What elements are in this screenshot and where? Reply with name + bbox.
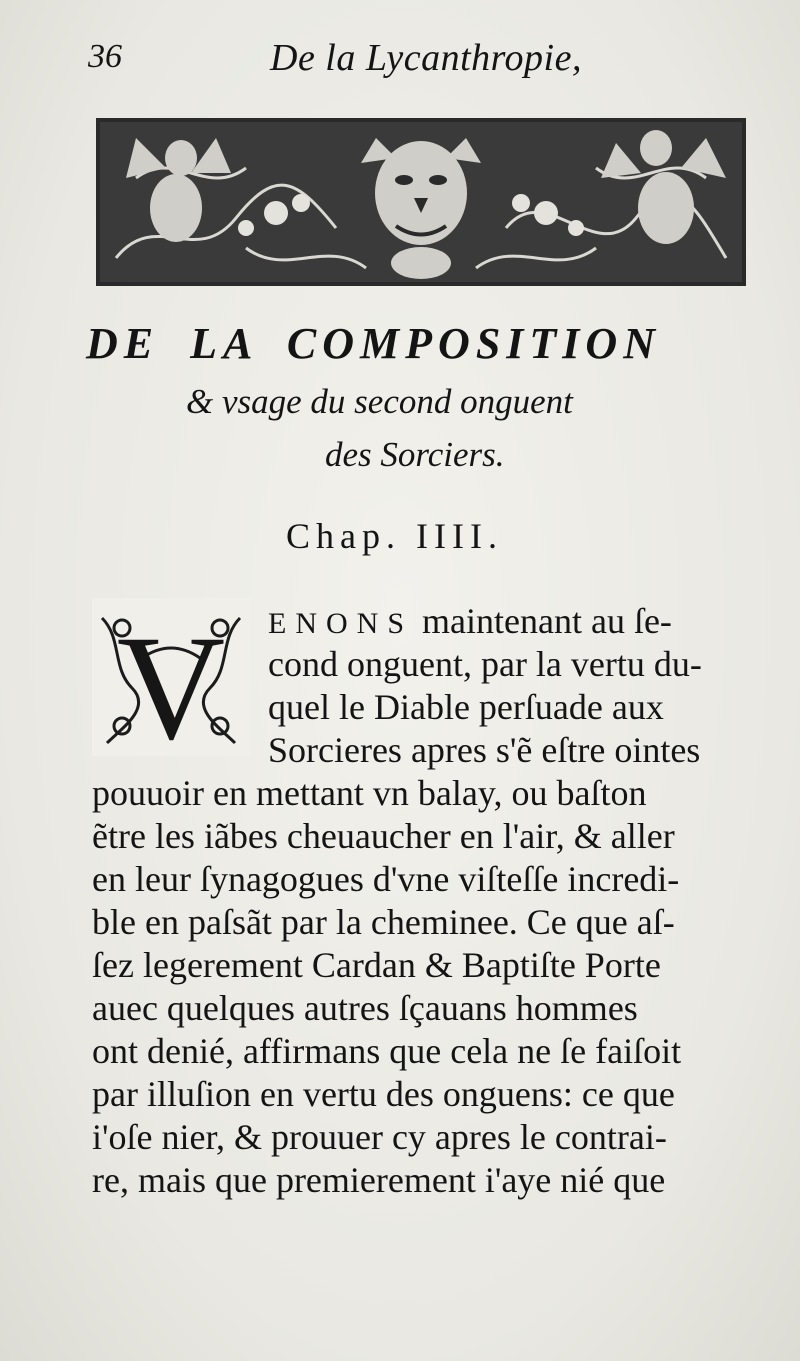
body-line-13: i'oſe nier, & prouuer cy apres le contrai- <box>92 1117 667 1157</box>
chapter-title-line-1: DE LA COMPOSITION <box>86 319 661 368</box>
chapter-title-line-2: & vsage du second onguent <box>186 382 573 421</box>
body-line-10: auec quelques autres ſçauans hommes <box>92 988 638 1028</box>
body-line-3: quel le Diable perſuade aux <box>268 687 664 727</box>
chapter-number: Chap. IIII. <box>286 516 503 556</box>
body-line-12: par illuſion en vertu des onguens: ce que <box>92 1074 675 1114</box>
running-head-title: De la Lycanthropie, <box>270 37 582 79</box>
body-text <box>92 600 764 1202</box>
body-line-1: ENONS maintenant au ſe- <box>268 601 672 641</box>
body-line-14: re, mais que premierement i'aye nié que <box>92 1160 666 1200</box>
body-line-6: ẽtre les iãbes cheuaucher en l'air, & aller <box>92 816 675 856</box>
body-line-5: pouuoir en mettant vn balay, ou baſton <box>92 773 647 813</box>
chapter-title-line-3: des Sorciers. <box>325 435 505 474</box>
body-line-8: ble en paſsãt par la cheminee. Ce que aſ- <box>92 902 675 942</box>
woodcut-headpiece-ornament <box>96 118 746 286</box>
body-line-2: cond onguent, par la vertu du- <box>268 644 702 684</box>
opening-word: ENONS <box>268 607 414 640</box>
body-line-9: ſez legerement Cardan & Baptiſte Porte <box>92 945 661 985</box>
page-number: 36 <box>88 38 122 75</box>
body-line-11: ont denié, affirmans que cela ne ſe faiſoit <box>92 1031 682 1071</box>
body-line-4: Sorcieres apres s'ẽ eſtre ointes <box>268 730 701 770</box>
running-head <box>88 32 768 82</box>
body-line-7: en leur ſynagogues d'vne viſteſſe incredi- <box>92 859 680 899</box>
drop-cap-letter: V <box>116 605 226 756</box>
